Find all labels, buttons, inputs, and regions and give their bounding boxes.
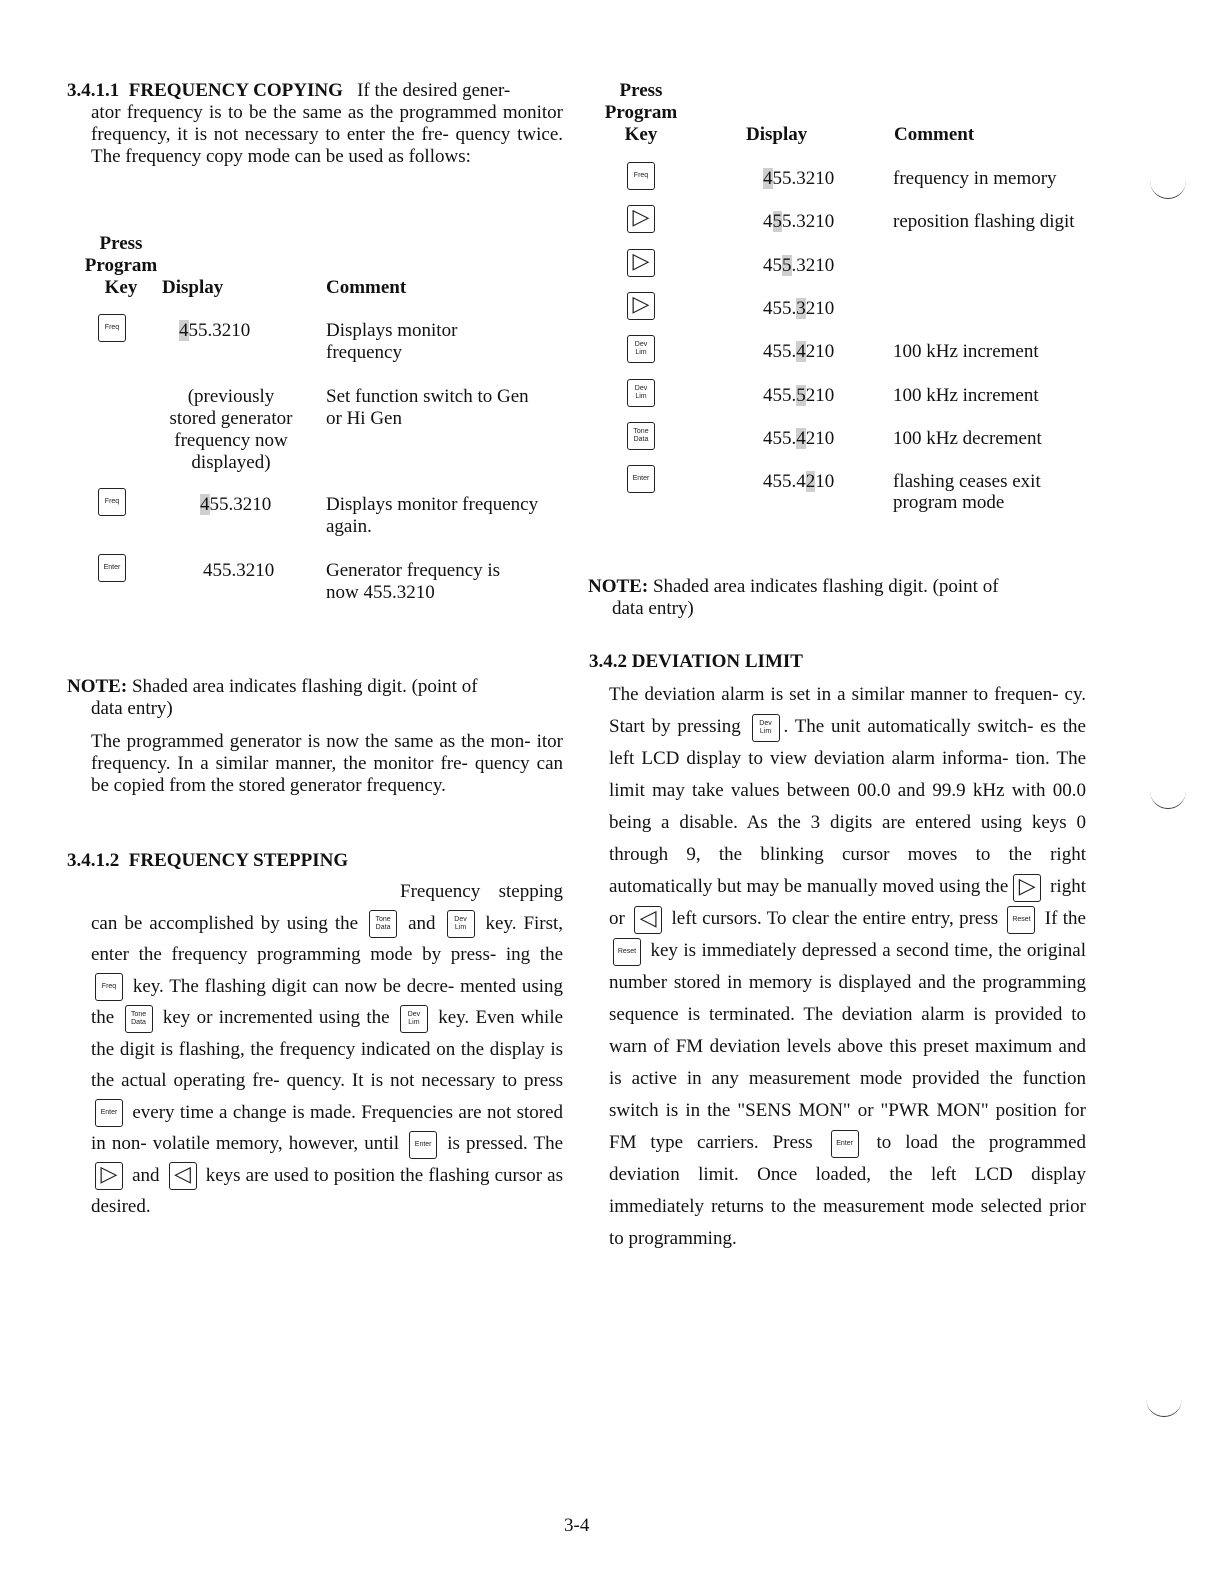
dev-lim-key-icon: Dev Lim bbox=[400, 1005, 428, 1033]
table1-header-comment: Comment bbox=[326, 277, 407, 298]
table2-header-key: Press Program Key bbox=[604, 80, 678, 145]
table2-row-display: 455.3210 bbox=[763, 168, 835, 189]
dev-lim-key-icon: Dev Lim bbox=[627, 335, 655, 363]
left-arrow-key-icon: ◁ bbox=[169, 1162, 197, 1190]
section-3412 bbox=[67, 845, 563, 877]
reset-key-icon: Reset bbox=[613, 938, 641, 966]
table2-row-comment: frequency in memory bbox=[893, 168, 1057, 189]
enter-key-icon: Enter bbox=[95, 1099, 123, 1127]
table2-header-display: Display bbox=[746, 124, 808, 145]
table1-row4-key bbox=[98, 554, 126, 582]
table2-row-key bbox=[627, 292, 655, 320]
margin-mark bbox=[1146, 1396, 1182, 1417]
margin-mark bbox=[1150, 178, 1186, 199]
dev-lim-key-icon: Dev Lim bbox=[752, 714, 780, 742]
table2-row-key bbox=[627, 379, 655, 407]
table2-row-comment: 100 kHz increment bbox=[893, 341, 1039, 362]
dev-lim-key-icon: Dev Lim bbox=[627, 379, 655, 407]
table1-row2-comment: Set function switch to Gen or Hi Gen bbox=[326, 386, 529, 429]
table1-row4-display: 455.3210 bbox=[203, 560, 275, 581]
dev-lim-key-icon: Dev Lim bbox=[447, 910, 475, 938]
table1-row2-display: (previously stored generator frequency now displayed) bbox=[169, 386, 293, 473]
table2-row-display: 455.5210 bbox=[763, 385, 835, 406]
table1-row1-display: 455.3210 bbox=[179, 320, 251, 341]
table1-header-key: Press Program Key bbox=[84, 233, 158, 298]
section-number: 3.4.1.1 bbox=[67, 80, 120, 101]
left-arrow-key-icon: ◁ bbox=[634, 906, 662, 934]
freq-key-icon: Freq bbox=[98, 488, 126, 516]
table2-row-display: 455.3210 bbox=[763, 298, 835, 319]
section-3411-intro bbox=[67, 80, 563, 102]
table2-row-key bbox=[627, 249, 655, 277]
table1-row1-comment: Displays monitor frequency bbox=[326, 320, 458, 363]
section-title: FREQUENCY STEPPING bbox=[128, 850, 349, 871]
tone-data-key-icon: Tone Data bbox=[125, 1005, 153, 1033]
table1-row3-comment: Displays monitor frequency again. bbox=[326, 494, 539, 537]
right-arrow-key-icon: ▷ bbox=[95, 1162, 123, 1190]
table2-row-comment: flashing ceases exit bbox=[893, 471, 1041, 492]
table2-row-comment: reposition flashing digit bbox=[893, 211, 1075, 232]
freq-key-icon: Freq bbox=[98, 314, 126, 342]
table2-row-display: 455.3210 bbox=[763, 211, 835, 232]
section-3411-intro-rest: ator frequency is to be the same as the programmed monitor frequency, it is not necessary to enter the fre- quency twice. The frequency copy mode can be used as follows: bbox=[91, 102, 563, 167]
note-1: NOTE: Shaded area indicates flashing digit. (point of bbox=[67, 676, 478, 697]
enter-key-icon: Enter bbox=[409, 1131, 437, 1159]
right-arrow-key-icon: ▷ bbox=[627, 249, 655, 277]
section-number: 3.4.1.2 bbox=[67, 850, 120, 871]
enter-key-icon: Enter bbox=[831, 1130, 859, 1158]
note-2: NOTE: Shaded area indicates flashing digit. (point of bbox=[588, 576, 999, 597]
table2-header-comment: Comment bbox=[894, 124, 975, 145]
tone-data-key-icon: Tone Data bbox=[369, 910, 397, 938]
table2-row-display: 455.4210 bbox=[763, 428, 835, 449]
table2-row-key bbox=[627, 335, 655, 363]
table1-row4-comment: Generator frequency is now 455.3210 bbox=[326, 560, 501, 603]
freq-key-icon: Freq bbox=[95, 973, 123, 1001]
table1-row3-display: 455.3210 bbox=[200, 494, 272, 515]
table2-last-comment-cont: program mode bbox=[893, 492, 1005, 513]
section-title: FREQUENCY COPYING bbox=[128, 80, 343, 101]
page-number: 3-4 bbox=[564, 1515, 590, 1536]
tone-data-key-icon: Tone Data bbox=[627, 422, 655, 450]
enter-key-icon: Enter bbox=[98, 554, 126, 582]
table2-row-display: 455.4210 bbox=[763, 341, 835, 362]
table2-row-comment: 100 kHz decrement bbox=[893, 428, 1042, 449]
note-1-cont: data entry) bbox=[91, 698, 173, 719]
right-arrow-key-icon: ▷ bbox=[627, 292, 655, 320]
section-3412-body: Frequency stepping can be accomplished by using the Tone Data and Dev Lim key. First, enter the frequency programming mode by press- ing the Freq key. The flashing digit can now be decre- mented using the Tone Data key or incremented using the Dev Lim key. Even while the digit is flashing, the frequency indicated on the display is the actual operating fre- quency. It is not necessary to press Enter every time a change is made. Frequencies are not stored in non- volatile memory, however, until Enter is pressed. The ▷ and ◁ keys are used to position the flashing cursor as desired. bbox=[91, 881, 564, 1217]
table2-row-key bbox=[627, 205, 655, 233]
table2-row-key bbox=[627, 162, 655, 190]
freq-key-icon: Freq bbox=[627, 162, 655, 190]
enter-key-icon: Enter bbox=[627, 465, 655, 493]
table2-row-key bbox=[627, 422, 655, 450]
section-intro-first: If the desired gener- bbox=[357, 80, 511, 101]
margin-mark bbox=[1150, 788, 1186, 809]
right-arrow-key-icon: ▷ bbox=[627, 205, 655, 233]
reset-key-icon: Reset bbox=[1007, 906, 1035, 934]
table2-row-comment: 100 kHz increment bbox=[893, 385, 1039, 406]
section-342-body: The deviation alarm is set in a similar manner to frequen- cy. Start by pressing Dev Lim . The unit automatically switch- es the left LCD display to view deviation alarm informa- tion. The limit may take values between 00.0 and 99.9 kHz with 00.0 being a disable. As the 3 digits are entered using keys 0 through 9, the blinking cursor moves to the right automatically but may be manually moved using the ▷ right or ◁ left cursors. To clear the entire entry, press Reset If the Reset key is immediately depressed a second time, the original number stored in memory is displayed and the programming sequence is terminated. The deviation alarm is provided to warn of FM deviation levels above this preset maximum and is active in any measurement mode provided the function switch is in the "SENS MON" or "PWR MON" position for FM type carriers. Press Enter to load the programmed deviation limit. Once loaded, the left LCD display immediately returns to the measurement mode selected prior to programming. bbox=[609, 684, 1087, 1249]
table1-row1-key bbox=[98, 314, 126, 342]
note-2-cont: data entry) bbox=[612, 598, 694, 619]
table2-row-key bbox=[627, 465, 655, 493]
section-342-title: 3.4.2 DEVIATION LIMIT bbox=[589, 651, 803, 672]
table2-row-display: 455.3210 bbox=[763, 255, 835, 276]
table1-row3-key bbox=[98, 488, 126, 516]
table1-header-display: Display bbox=[162, 277, 224, 298]
table2-row-display: 455.4210 bbox=[763, 471, 835, 492]
paragraph-after-note: The programmed generator is now the same as the mon- itor frequency. In a similar manner, the monitor fre- quency can be copied from the stored generator frequency. bbox=[91, 731, 563, 796]
right-arrow-key-icon: ▷ bbox=[1013, 874, 1041, 902]
